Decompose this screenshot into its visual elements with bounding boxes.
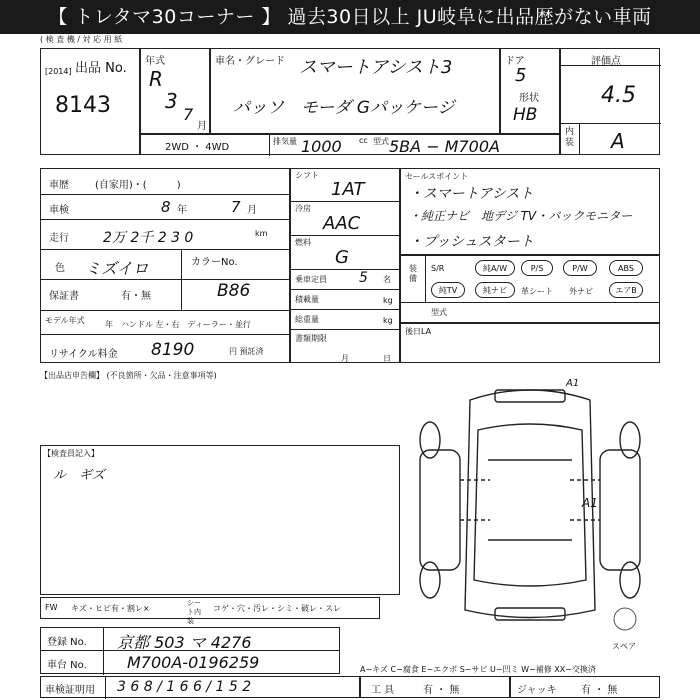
damage-legend: A−キズ C−腐食 E−エクボ S−サビ U−凹ミ W−補修 XX−交換済 bbox=[360, 665, 596, 674]
mileage-value: 2万 2千 2 3 0 bbox=[103, 230, 194, 246]
reg-label: 登録 No. bbox=[47, 637, 87, 648]
model-type-value: 5BA − M700A bbox=[389, 137, 500, 156]
modelyear-value: 年 ハンドル 左・右 ディーラー・並行 bbox=[105, 320, 251, 329]
inspector-label: 【検査員記入】 bbox=[43, 449, 99, 458]
lot-box bbox=[40, 48, 140, 155]
tools-label: 工 具 bbox=[371, 685, 395, 696]
color-no-value: B86 bbox=[217, 281, 251, 301]
displacement-label: 排気量 bbox=[273, 137, 297, 146]
sales-point-1: ・スマートアシスト bbox=[409, 186, 534, 202]
fuel-value: G bbox=[335, 247, 349, 268]
color-label: 色 bbox=[55, 263, 65, 274]
jack-value: 有 ・ 無 bbox=[581, 685, 618, 696]
recycle-label: リサイクル料金 bbox=[49, 349, 118, 360]
equip-sr: S/R bbox=[431, 264, 445, 273]
nenshiki-era: R bbox=[149, 67, 163, 91]
capacity-label: 乗車定員 bbox=[295, 275, 327, 284]
mid-box bbox=[290, 168, 400, 363]
nenshiki-month: 7 bbox=[183, 105, 194, 124]
capacity-value: 5 bbox=[359, 270, 368, 286]
weight-label: 総重量 bbox=[295, 315, 319, 324]
notes-label: 【出品店申告欄】 (不良箇所・欠品・注意事項等) bbox=[40, 371, 217, 380]
cc-unit: cc bbox=[359, 136, 368, 145]
tools-value: 有 ・ 無 bbox=[423, 685, 460, 696]
sales-label: セールスポイント bbox=[405, 172, 469, 181]
inspector-note: ル ギズ bbox=[53, 468, 105, 483]
drive-type: 2WD ・ 4WD bbox=[165, 142, 230, 153]
model-box bbox=[210, 48, 500, 134]
shift-value: 1AT bbox=[331, 179, 365, 200]
score-value: 4.5 bbox=[601, 83, 636, 108]
shape-value: HB bbox=[513, 105, 538, 125]
equip-label: 装備 bbox=[409, 264, 417, 283]
interior-value: A bbox=[611, 129, 625, 153]
equip-tv: 純TV bbox=[431, 282, 465, 298]
fuel-label: 燃料 bbox=[295, 238, 311, 247]
jack-label: ジャッキ bbox=[517, 685, 557, 696]
lot-number: 8143 bbox=[55, 93, 111, 118]
spare-label: スペア bbox=[612, 642, 636, 651]
reg-value: 京都 503 マ 4276 bbox=[117, 633, 252, 652]
nenshiki-year: 3 bbox=[165, 89, 178, 113]
history-reki-value: (自家用)・( ) bbox=[95, 180, 181, 191]
sales-point-2: ・純正ナビ 地デジ TV・バックモニター bbox=[409, 209, 633, 223]
color-value: ミズイロ bbox=[85, 259, 149, 278]
equip-type-label: 型式 bbox=[431, 308, 447, 317]
lot-label: 出品 No. bbox=[75, 61, 127, 76]
cert-label: 車検証明用 bbox=[45, 685, 95, 696]
nenshiki-label: 年式 bbox=[145, 56, 165, 67]
jack-row bbox=[510, 676, 660, 698]
equip-ext-navi: 外ナビ bbox=[569, 287, 593, 296]
seat-label: シート内装 bbox=[187, 599, 201, 625]
load-unit: kg bbox=[383, 296, 393, 305]
reg-row bbox=[40, 627, 340, 651]
shaken-month: 7 bbox=[231, 198, 241, 216]
shaken-month-unit: 月 bbox=[247, 205, 257, 216]
inspector-box bbox=[40, 445, 400, 595]
equip-ps: P/S bbox=[521, 260, 553, 276]
cert-value: 3 6 8 / 1 6 6 / 1 5 2 bbox=[117, 679, 252, 695]
load-label: 積載量 bbox=[295, 295, 319, 304]
color-no-label: カラーNo. bbox=[191, 257, 238, 268]
doors-value: 5 bbox=[515, 65, 527, 86]
sales-point-3: ・プッシュスタート bbox=[409, 234, 534, 250]
damage-mark-top: A1 bbox=[566, 378, 580, 389]
shaken-label: 車検 bbox=[49, 205, 69, 216]
spec-row bbox=[140, 134, 560, 155]
displacement-value: 1000 bbox=[301, 137, 342, 156]
cert-row bbox=[40, 676, 360, 698]
seat-text: コゲ・穴・汚レ・シミ・破レ・スレ bbox=[213, 604, 341, 613]
warranty-label: 保証書 bbox=[49, 291, 79, 302]
history-box bbox=[40, 168, 290, 363]
equip-pw: P/W bbox=[563, 260, 597, 276]
warranty-value: 有・無 bbox=[121, 291, 151, 302]
equip-leather: 革シート bbox=[521, 287, 553, 296]
shaken-year: 8 bbox=[161, 198, 171, 216]
mileage-label: 走行 bbox=[49, 233, 69, 244]
history-reki-label: 車歴 bbox=[49, 180, 69, 191]
docs-label: 書類期限 bbox=[295, 334, 327, 343]
shift-label: シフト bbox=[295, 171, 319, 180]
score-box bbox=[560, 48, 660, 155]
sheet-header: 【 トレタマ30コーナー 】 過去30日以上 JU岐阜に出品歴がない車両 bbox=[0, 0, 700, 34]
model-grade: パッソ モーダ Gパッケージ bbox=[233, 98, 455, 118]
fw-text: キズ・ヒビ有・割レ× bbox=[71, 604, 150, 613]
after-box bbox=[400, 323, 660, 363]
recycle-unit: 円 預託済 bbox=[229, 347, 264, 356]
ac-value: AAC bbox=[323, 213, 361, 234]
fw-label: FW bbox=[45, 603, 58, 612]
docs-month: 月 bbox=[341, 354, 349, 363]
lot-year-tag: [2014] bbox=[45, 67, 72, 76]
modelyear-label: モデル年式 bbox=[45, 316, 85, 325]
ac-label: 冷房 bbox=[295, 204, 311, 213]
top-note: ( 検 査 機 / 対 応 用 紙 bbox=[40, 35, 123, 44]
mileage-unit: km bbox=[255, 229, 268, 238]
tools-row bbox=[360, 676, 510, 698]
model-type-label: 型式 bbox=[373, 137, 389, 146]
doors-box bbox=[500, 48, 560, 134]
capacity-unit: 名 bbox=[383, 275, 391, 284]
shape-label: 形状 bbox=[519, 93, 539, 104]
nenshiki-box bbox=[140, 48, 210, 134]
car-diagram bbox=[400, 370, 660, 640]
nenshiki-month-unit: 月 bbox=[197, 121, 207, 132]
chassis-value: M700A-0196259 bbox=[127, 653, 260, 672]
docs-day: 日 bbox=[383, 354, 391, 363]
chassis-label: 車台 No. bbox=[47, 660, 87, 671]
chassis-row bbox=[40, 650, 340, 674]
recycle-value: 8190 bbox=[151, 340, 195, 360]
weight-unit: kg bbox=[383, 316, 393, 325]
shaken-year-unit: 年 bbox=[177, 205, 187, 216]
equip-abs: ABS bbox=[609, 260, 643, 276]
score-label: 評価点 bbox=[591, 56, 621, 67]
equip-navi: 純ナビ bbox=[475, 282, 515, 298]
damage-mark-side: A1 bbox=[582, 496, 598, 510]
equip-alloy-wheel: 純A/W bbox=[475, 260, 515, 276]
equip-airbag: エアB bbox=[609, 282, 643, 298]
spare-tire-icon bbox=[612, 606, 638, 632]
model-name: スマートアシスト3 bbox=[299, 57, 453, 78]
interior-label: 内装 bbox=[565, 127, 575, 148]
equip-box bbox=[400, 255, 660, 323]
sales-box bbox=[400, 168, 660, 255]
doors-label: ドア bbox=[505, 56, 525, 67]
after-label: 後日LA bbox=[405, 327, 432, 336]
model-name-label: 車名・グレード bbox=[215, 56, 285, 67]
fw-row bbox=[40, 597, 380, 625]
